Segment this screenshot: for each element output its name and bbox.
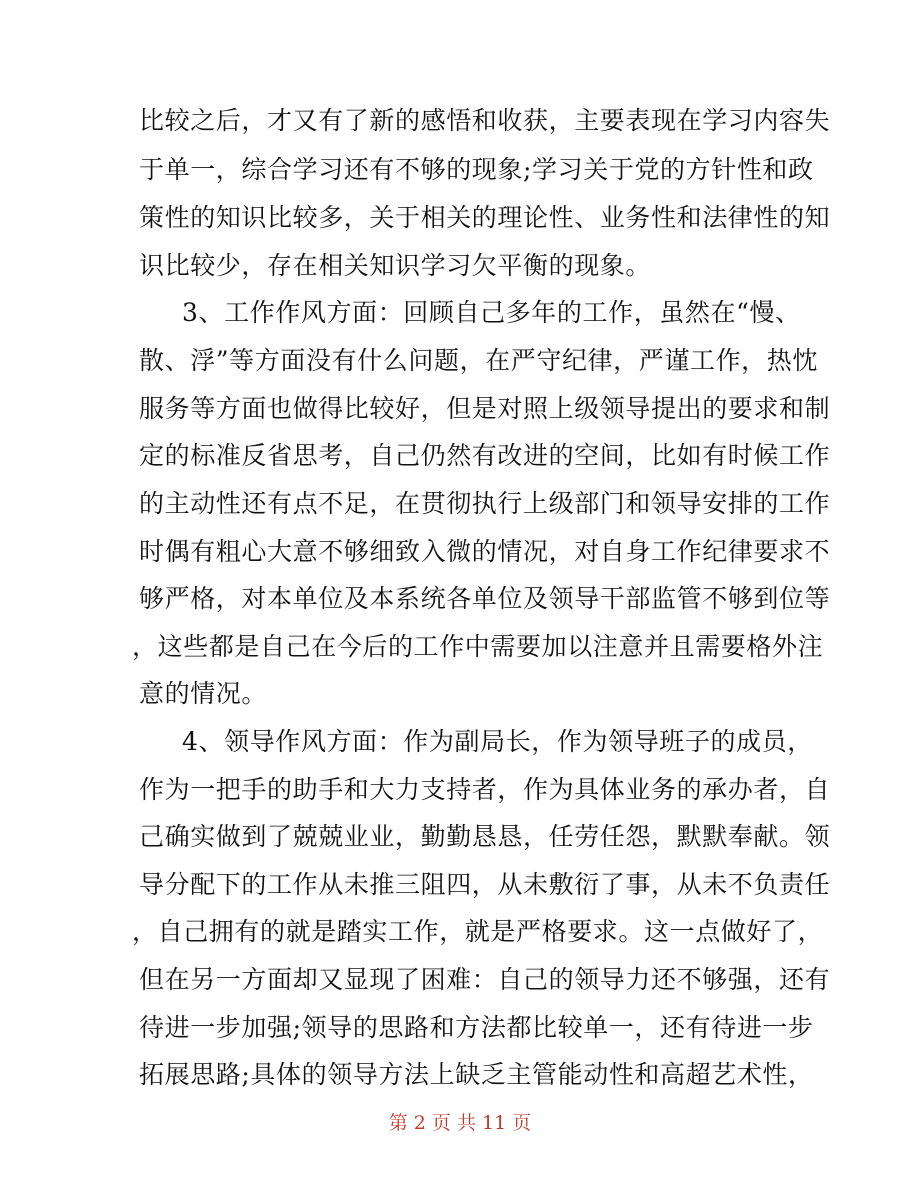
text-line: 散、浮”等方面没有什么问题，在严守纪律，严谨工作，热忱	[139, 346, 818, 375]
text-line: 4、领导作风方面：作为副局长，作为领导班子的成员，	[182, 727, 813, 756]
text-line: 3、工作作风方面：回顾自己多年的工作，虽然在“慢、	[182, 298, 801, 327]
text-line: 意的情况。	[139, 679, 268, 708]
text-line: 导分配下的工作从未推三阻四，从未敷衍了事，从未不负责任	[139, 870, 831, 899]
text-line: 待进一步加强;领导的思路和方法都比较单一，还有待进一步	[139, 1013, 814, 1042]
text-line: 但在另一方面却又显现了困难：自己的领导力还不够强，还有	[139, 965, 831, 994]
text-line: 服务等方面也做得比较好，但是对照上级领导提出的要求和制	[139, 394, 831, 423]
text-line: 拓展思路;具体的领导方法上缺乏主管能动性和高超艺术性，	[139, 1060, 814, 1089]
text-line: 定的标准反省思考，自己仍然有改进的空间，比如有时候工作	[139, 441, 831, 470]
text-line: 比较之后，才又有了新的感悟和收获，主要表现在学习内容失	[139, 106, 831, 135]
text-line: ，这些都是自己在今后的工作中需要加以注意并且需要格外注	[132, 632, 824, 661]
text-line: 于单一，综合学习还有不够的现象;学习关于党的方针性和政	[139, 155, 814, 184]
text-line: 己确实做到了兢兢业业，勤勤恳恳，任劳任怨，默默奉献。领	[139, 822, 831, 851]
text-line: 识比较少，存在相关知识学习欠平衡的现象。	[139, 251, 652, 280]
text-line: ，自己拥有的就是踏实工作，就是严格要求。这一点做好了，	[132, 917, 824, 946]
page-number-footer: 第 2 页 共 11 页	[388, 1112, 532, 1134]
text-line: 作为一把手的助手和大力支持者，作为具体业务的承办者，自	[139, 775, 831, 804]
text-line: 策性的知识比较多，关于相关的理论性、业务性和法律性的知	[139, 203, 831, 232]
text-line: 够严格，对本单位及本系统各单位及领导干部监管不够到位等	[139, 584, 831, 613]
text-line: 的主动性还有点不足，在贯彻执行上级部门和领导安排的工作	[139, 489, 831, 518]
text-line: 时偶有粗心大意不够细致入微的情况，对自身工作纪律要求不	[139, 537, 831, 566]
